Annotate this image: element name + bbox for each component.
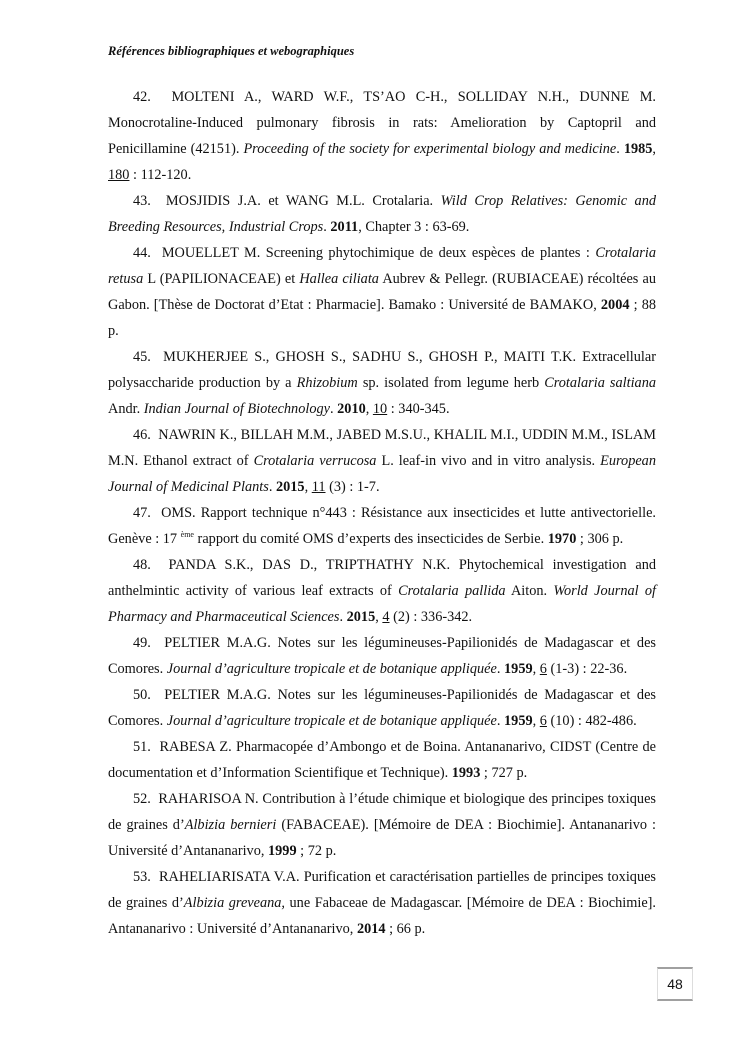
ref-year: 1959 (504, 661, 533, 677)
ref-volume: 11 (311, 479, 326, 495)
journal-title: European Journal of Medicinal Plants (108, 453, 656, 495)
species-name: Hallea ciliata (299, 271, 379, 287)
ref-number: 48. (133, 557, 151, 573)
journal-title: Journal d’agriculture tropicale et de botanique appliquée (166, 661, 497, 677)
ref-number: 45. (133, 349, 151, 365)
ref-year: 2011 (330, 219, 359, 235)
ref-number: 52. (133, 791, 151, 807)
ref-number: 50. (133, 687, 151, 703)
ref-number: 43. (133, 193, 151, 209)
superscript: ème (180, 530, 194, 539)
reference-48: 48. PANDA S.K., DAS D., TRIPTHATHY N.K. Phytochemical investigation and anthelmintic activity of various leaf extracts of Crotalaria pallida Aiton. World Journal of Pharmacy and Pharmaceutical Sciences. 2015, 4 (2) : 336-342. (108, 557, 656, 625)
ref-year: 2014 (356, 921, 386, 937)
ref-number: 42. (133, 89, 151, 105)
reference-50: 50. PELTIER M.A.G. Notes sur les légumineuses-Papilionidés de Madagascar et des Comores. Journal d’agriculture tropicale et de botanique appliquée. 1959, 6 (10) : 482-486. (108, 687, 656, 729)
species-name: Albizia greveana, (183, 895, 286, 911)
ref-year: 1999 (268, 843, 297, 859)
species-name: Rhizobium (296, 375, 358, 391)
ref-number: 47. (133, 505, 151, 521)
ref-year: 1985 (623, 141, 653, 157)
ref-number: 46. (133, 427, 151, 443)
ref-year: 2015 (346, 609, 376, 625)
species-name: Crotalaria verrucosa (253, 453, 377, 469)
species-name: Crotalaria pallida (398, 583, 506, 599)
reference-46: 46. NAWRIN K., BILLAH M.M., JABED M.S.U., KHALIL M.I., UDDIN M.M., ISLAM M.N. Ethanol extract of Crotalaria verrucosa L. leaf-in vivo and in vitro analysis. European Journal of Medicinal Plants. 2015, 11 (3) : 1-7. (108, 427, 656, 495)
ref-number: 44. (133, 245, 151, 261)
journal-title: Wild Crop Relatives: Genomic and Breeding Resources, Industrial Crops (108, 193, 657, 235)
ref-year: 1970 (547, 531, 577, 547)
ref-number: 53. (133, 869, 151, 885)
species-name: Albizia bernieri (184, 817, 277, 833)
reference-44: 44. MOUELLET M. Screening phytochimique de deux espèces de plantes : Crotalaria retusa L (PAPILIONACEAE) et Hallea ciliata Aubrev & Pellegr. (RUBIACEAE) récoltées au Gabon. [Thèse de Doctorat d’Etat : Pharmacie]. Bamako : Université de BAMAKO, 2004 ; 88 p. (108, 245, 657, 339)
ref-year: 2004 (600, 297, 630, 313)
ref-number: 49. (133, 635, 151, 651)
ref-volume: 6 (539, 713, 547, 729)
journal-title: Indian Journal of Biotechnology (143, 401, 330, 417)
page-header: Références bibliographiques et webographiques (108, 44, 355, 58)
ref-year: 2015 (275, 479, 305, 495)
reference-42: 42. MOLTENI A., WARD W.F., TS’AO C-H., SOLLIDAY N.H., DUNNE M. Monocrotaline-Induced pulmonary fibrosis in rats: Amelioration by Captopril and Penicillamine (42151). Proceeding of the society for experimental biology and medicine. 1985, 180 : 112-120. (108, 89, 656, 183)
reference-43: 43. MOSJIDIS J.A. et WANG M.L. Crotalaria. Wild Crop Relatives: Genomic and Breeding Resources, Industrial Crops. 2011, Chapter 3 : 63-69. (108, 193, 657, 235)
journal-title: Journal d’agriculture tropicale et de botanique appliquée (166, 713, 497, 729)
reference-49: 49. PELTIER M.A.G. Notes sur les légumineuses-Papilionidés de Madagascar et des Comores. Journal d’agriculture tropicale et de botanique appliquée. 1959, 6 (1-3) : 22-36. (108, 635, 656, 677)
ref-number: 51. (133, 739, 151, 755)
journal-title: World Journal of Pharmacy and Pharmaceutical Sciences (108, 583, 656, 625)
species-name: Crotalaria retusa (108, 245, 656, 287)
reference-53: 53. RAHELIARISATA V.A. Purification et caractérisation partielles de principes toxiques de graines d’Albizia greveana, une Fabaceae de Madagascar. [Mémoire de DEA : Biochimie]. Antananarivo : Université d’Antananarivo, 2014 ; 66 p. (108, 869, 656, 937)
ref-volume: 6 (539, 661, 547, 677)
journal-title: Proceeding of the society for experimental biology and medicine (243, 141, 617, 157)
ref-year: 1993 (451, 765, 481, 781)
species-name: Crotalaria saltiana (544, 375, 656, 391)
ref-volume: 10 (372, 401, 388, 417)
reference-list (108, 84, 656, 942)
ref-volume: 4 (382, 609, 390, 625)
reference-45: 45. MUKHERJEE S., GHOSH S., SADHU S., GHOSH P., MAITI T.K. Extracellular polysaccharide production by a Rhizobium sp. isolated from legume herb Crotalaria saltiana Andr. Indian Journal of Biotechnology. 2010, 10 : 340-345. (108, 349, 656, 417)
reference-51: 51. RABESA Z. Pharmacopée d’Ambongo et de Boina. Antananarivo, CIDST (Centre de documentation et d’Information Scientifique et Technique). 1993 ; 727 p. (108, 739, 656, 781)
reference-52: 52. RAHARISOA N. Contribution à l’étude chimique et biologique des principes toxiques de graines d’Albizia bernieri (FABACEAE). [Mémoire de DEA : Biochimie]. Antananarivo : Université d’Antananarivo, 1999 ; 72 p. (108, 791, 656, 859)
ref-year: 2010 (337, 401, 366, 417)
ref-year: 1959 (504, 713, 533, 729)
page-number: 48 (657, 967, 693, 1001)
reference-47: 47. OMS. Rapport technique n°443 : Résistance aux insecticides et lutte antivectorielle. Genève : 17 $^{ème}$ rapport du comité OMS d’experts des insecticides de Serbie. 1970 ; 306 p. (108, 505, 656, 547)
ref-volume: 180 (108, 167, 130, 183)
